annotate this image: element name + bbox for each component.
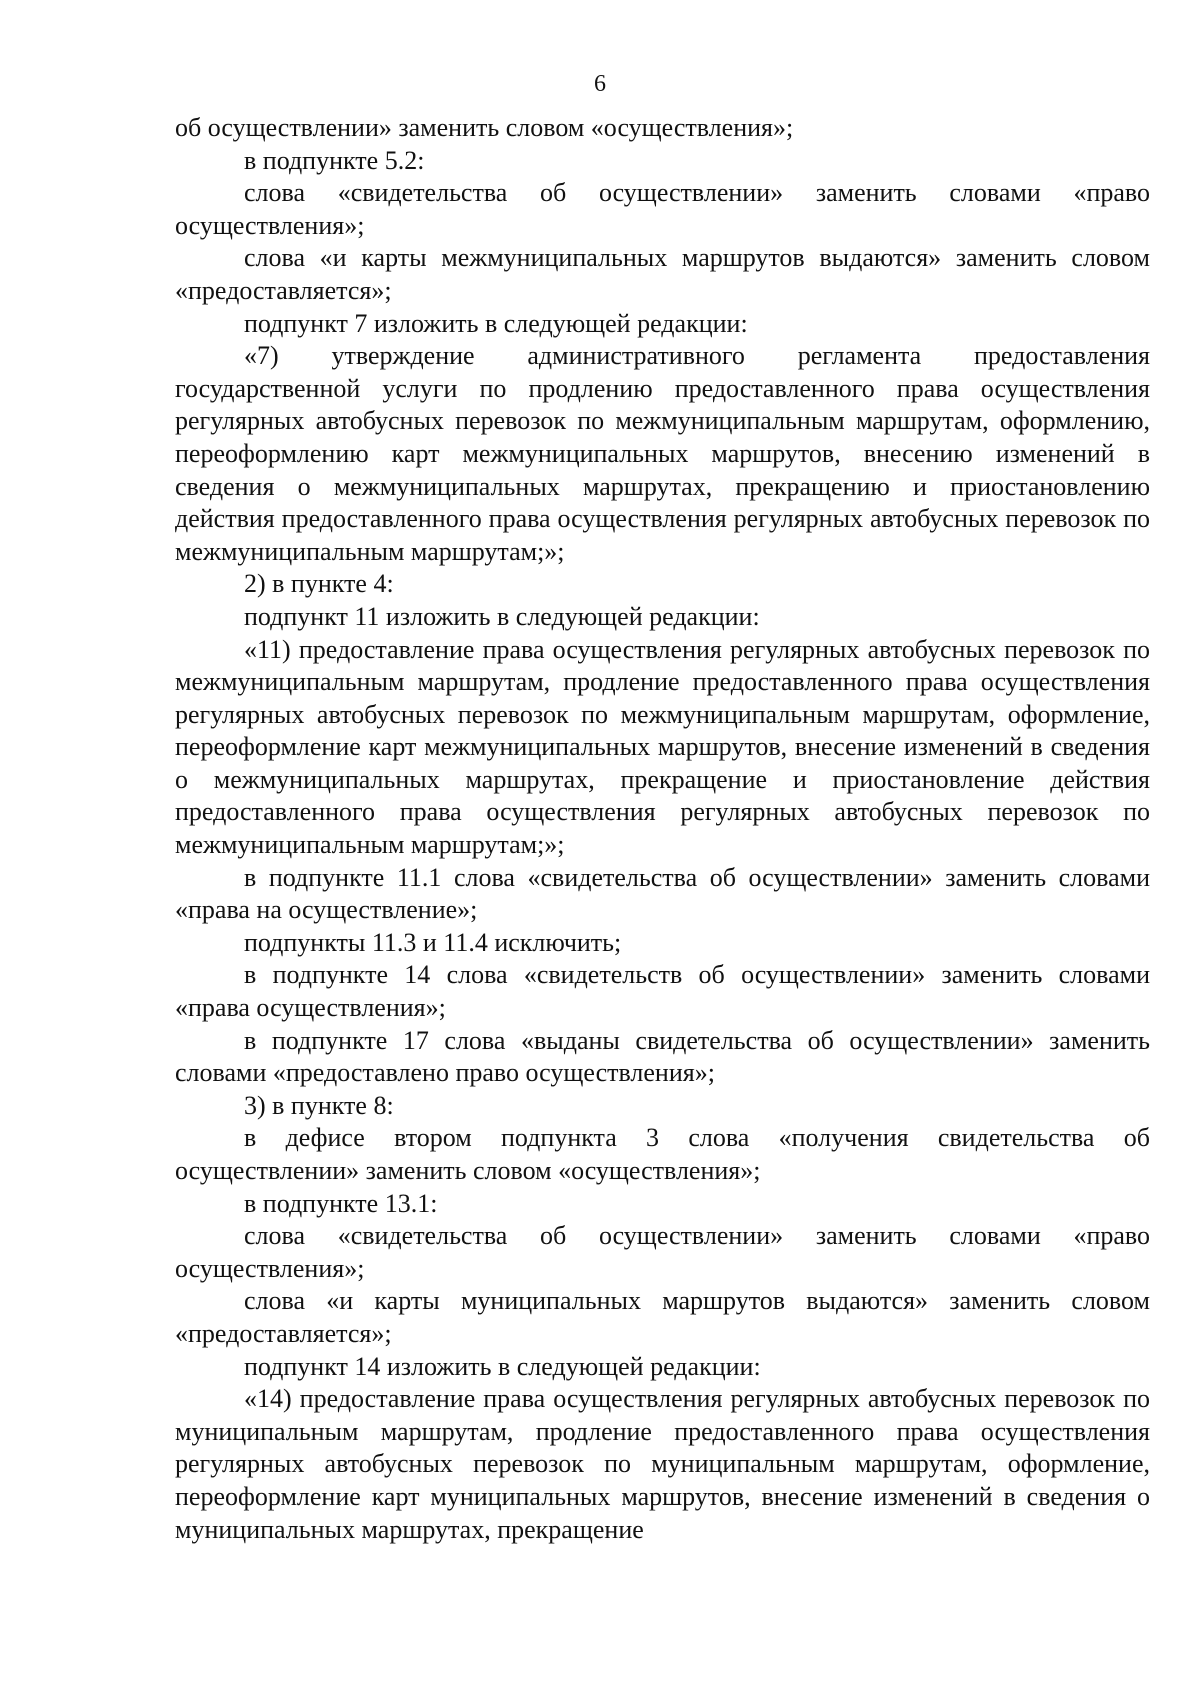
paragraph: «7) утверждение административного регламента предоставления государственной услуги по продлению предоставленного права осуществления регулярных автобусных перевозок по межмуниципальным маршрутам, оформлению, переоформлению карт межмуниципальных маршрутов, внесению изменений в сведения о межмуниципальных маршрутах, прекращению и приостановлению действия предоставленного права осуществления регулярных автобусных перевозок по межмуниципальным маршрутам;»;	[175, 341, 1150, 566]
paragraph: слова «свидетельства об осуществлении» заменить словами «право осуществления»;	[175, 1221, 1150, 1283]
paragraph: «11) предоставление права осуществления регулярных автобусных перевозок по межмуниципальным маршрутам, продление предоставленного права осуществления регулярных автобусных перевозок по межмуниципальным маршрутам, оформление, переоформление карт межмуниципальных маршрутов, внесение изменений в сведения о межмуниципальных маршрутах, прекращение и приостановление действия предоставленного права осуществления регулярных автобусных перевозок по межмуниципальным маршрутам;»;	[175, 634, 1150, 860]
paragraph: 3) в пункте 8:	[244, 1090, 394, 1120]
paragraph: в подпункте 17 слова «выданы свидетельства об осуществлении» заменить словами «предоставлено право осуществления»;	[175, 1025, 1150, 1088]
paragraph: об осуществлении» заменить словом «осуществления»;	[175, 113, 794, 142]
paragraph: «14) предоставление права осуществления регулярных автобусных перевозок по муниципальным маршрутам, продление предоставленного права осуществления регулярных автобусных перевозок по муниципальным маршрутам, оформление, переоформление карт муниципальных маршрутов, внесение изменений в сведения о муниципальных маршрутах, прекращение	[175, 1384, 1150, 1544]
paragraph: подпункты 11.3 и 11.4 исключить;	[244, 927, 622, 957]
paragraph: в подпункте 13.1:	[244, 1188, 438, 1218]
document-body	[175, 112, 1150, 1546]
paragraph: слова «и карты межмуниципальных маршрутов выдаются» заменить словом «предоставляется»;	[175, 243, 1150, 305]
paragraph: подпункт 11 изложить в следующей редакции:	[244, 601, 760, 631]
paragraph: слова «свидетельства об осуществлении» заменить словами «право осуществления»;	[175, 178, 1150, 240]
paragraph: подпункт 14 изложить в следующей редакции:	[244, 1351, 761, 1381]
paragraph: в дефисе втором подпункта 3 слова «получения свидетельства об осуществлении» заменить словом «осуществления»;	[175, 1123, 1150, 1185]
paragraph: слова «и карты муниципальных маршрутов выдаются» заменить словом «предоставляется»;	[175, 1286, 1150, 1348]
paragraph: подпункт 7 изложить в следующей редакции:	[244, 308, 748, 338]
paragraph: в подпункте 11.1 слова «свидетельства об осуществлении» заменить словами «права на осуществление»;	[175, 862, 1150, 925]
paragraph: 2) в пункте 4:	[244, 569, 394, 599]
page-number: 6	[594, 71, 606, 97]
paragraph: в подпункте 5.2:	[244, 145, 425, 175]
paragraph: в подпункте 14 слова «свидетельств об осуществлении» заменить словами «права осуществления»;	[175, 960, 1150, 1023]
